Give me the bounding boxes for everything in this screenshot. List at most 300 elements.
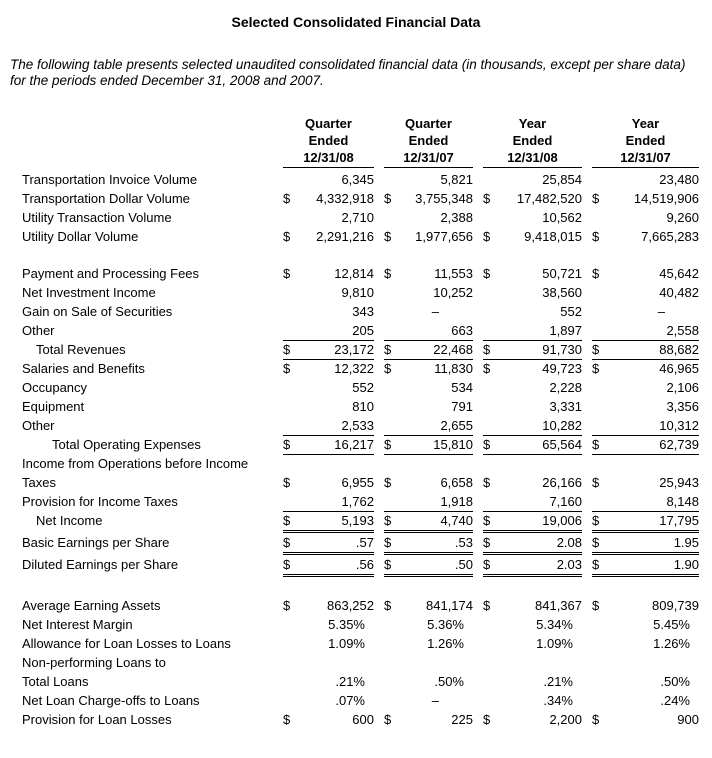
cell-value: 863,252 xyxy=(327,598,374,613)
cell-value: 1.09% xyxy=(536,636,573,651)
cell-value: 2.03 xyxy=(556,557,582,572)
value-cell xyxy=(592,264,699,283)
cell-value: 2,200 xyxy=(549,712,582,727)
value-cell xyxy=(384,710,473,729)
value-cell xyxy=(483,208,582,227)
row-label: Occupancy xyxy=(22,380,88,395)
column-header xyxy=(384,115,473,168)
dollar-sign: $ xyxy=(283,437,291,452)
cell-value: 2,228 xyxy=(549,380,582,395)
table-row xyxy=(22,653,712,691)
table-row xyxy=(22,189,712,208)
dollar-sign: $ xyxy=(483,266,491,281)
value-cell xyxy=(483,283,582,302)
cell-value: 15,810 xyxy=(433,437,473,452)
value-cell xyxy=(283,634,374,653)
column-header-line: 12/31/08 xyxy=(303,150,354,165)
row-label: Payment and Processing Fees xyxy=(22,266,200,281)
cell-value: 17,482,520 xyxy=(516,191,582,206)
value-cell xyxy=(384,691,473,710)
cell-value: 3,356 xyxy=(666,399,699,414)
row-label: Utility Transaction Volume xyxy=(22,210,172,225)
row-label: Net Investment Income xyxy=(22,285,156,300)
table-row xyxy=(22,435,712,454)
row-label: Net Interest Margin xyxy=(22,617,133,632)
row-label: Other xyxy=(22,418,55,433)
value-cell xyxy=(384,378,473,397)
value-cell xyxy=(592,170,699,189)
dollar-sign: $ xyxy=(483,535,491,550)
value-cell xyxy=(483,397,582,416)
cell-value: 2.08 xyxy=(556,535,582,550)
cell-value: 10,282 xyxy=(542,418,582,433)
cell-value: 600 xyxy=(352,712,374,727)
cell-value: 19,006 xyxy=(542,513,582,528)
column-header-line: Ended xyxy=(625,133,666,148)
document-page xyxy=(0,14,712,729)
cell-value: 45,642 xyxy=(659,266,699,281)
cell-value: 91,730 xyxy=(542,342,582,357)
table-row xyxy=(22,359,712,378)
dollar-sign: $ xyxy=(483,342,491,357)
dollar-sign: $ xyxy=(384,342,392,357)
value-cell xyxy=(592,359,699,378)
cell-value: 5.45% xyxy=(653,617,690,632)
dollar-sign: $ xyxy=(592,535,600,550)
cell-value: 10,252 xyxy=(433,285,473,300)
cell-value: 663 xyxy=(451,323,473,338)
row-label: Provision for Loan Losses xyxy=(22,712,172,727)
value-cell xyxy=(483,302,582,321)
page-title: Selected Consolidated Financial Data xyxy=(231,14,481,30)
value-cell xyxy=(483,653,582,691)
value-cell xyxy=(592,189,699,208)
table-row xyxy=(22,555,712,574)
row-label: Equipment xyxy=(22,399,85,414)
value-cell xyxy=(283,710,374,729)
column-header xyxy=(592,115,699,168)
dollar-sign: $ xyxy=(384,513,392,528)
cell-value: 2,106 xyxy=(666,380,699,395)
value-cell xyxy=(592,227,699,246)
table-row xyxy=(22,492,712,511)
cell-value: 2,533 xyxy=(341,418,374,433)
value-cell xyxy=(384,264,473,283)
column-header-line: Year xyxy=(518,116,547,131)
cell-value: .50% xyxy=(434,674,464,689)
cell-value: 49,723 xyxy=(542,361,582,376)
cell-value: – xyxy=(431,304,439,319)
dollar-sign: $ xyxy=(592,266,600,281)
dollar-sign: $ xyxy=(283,229,291,244)
value-cell xyxy=(483,340,582,360)
value-cell xyxy=(384,208,473,227)
row-label: Net Income xyxy=(36,513,103,528)
cell-value: 12,322 xyxy=(334,361,374,376)
value-cell xyxy=(384,555,473,577)
cell-value: 2,655 xyxy=(440,418,473,433)
column-header-line: Ended xyxy=(308,133,349,148)
value-cell xyxy=(283,170,374,189)
value-cell xyxy=(592,378,699,397)
cell-value: 17,795 xyxy=(659,513,699,528)
value-cell xyxy=(592,533,699,555)
cell-value: 8,148 xyxy=(666,494,699,509)
cell-value: 10,562 xyxy=(542,210,582,225)
cell-value: 6,658 xyxy=(440,475,473,490)
dollar-sign: $ xyxy=(283,191,291,206)
value-cell xyxy=(283,227,374,246)
cell-value: .53 xyxy=(454,535,473,550)
value-cell xyxy=(283,264,374,283)
value-cell xyxy=(592,454,699,492)
column-header-line: 12/31/07 xyxy=(620,150,671,165)
dollar-sign: $ xyxy=(283,513,291,528)
value-cell xyxy=(283,189,374,208)
value-cell xyxy=(283,615,374,634)
table-row xyxy=(22,302,712,321)
cell-value: .21% xyxy=(335,674,365,689)
row-label: Basic Earnings per Share xyxy=(22,535,170,550)
cell-value: .07% xyxy=(335,693,365,708)
value-cell xyxy=(592,321,699,341)
value-cell xyxy=(283,492,374,512)
cell-value: 205 xyxy=(352,323,374,338)
value-cell xyxy=(384,511,473,533)
table-row xyxy=(22,321,712,340)
cell-value: 791 xyxy=(451,399,473,414)
value-cell xyxy=(483,492,582,512)
value-cell xyxy=(384,435,473,455)
value-cell xyxy=(384,533,473,555)
cell-value: .24% xyxy=(660,693,690,708)
value-cell xyxy=(483,533,582,555)
row-label: Average Earning Assets xyxy=(22,598,161,613)
value-cell xyxy=(483,634,582,653)
cell-value: 23,172 xyxy=(334,342,374,357)
cell-value: 9,260 xyxy=(666,210,699,225)
value-cell xyxy=(283,435,374,455)
dollar-sign: $ xyxy=(592,191,600,206)
dollar-sign: $ xyxy=(384,191,392,206)
row-label: Total Operating Expenses xyxy=(52,437,201,452)
header-spacer xyxy=(22,115,273,168)
cell-value: 2,291,216 xyxy=(316,229,374,244)
cell-value: 1,918 xyxy=(440,494,473,509)
value-cell xyxy=(283,340,374,360)
table-row xyxy=(22,511,712,530)
table-row xyxy=(22,378,712,397)
column-header xyxy=(283,115,374,168)
value-cell xyxy=(283,359,374,378)
cell-value: 10,312 xyxy=(659,418,699,433)
table-row xyxy=(22,596,712,615)
cell-value: 50,721 xyxy=(542,266,582,281)
cell-value: .50% xyxy=(660,674,690,689)
dollar-sign: $ xyxy=(384,712,392,727)
dollar-sign: $ xyxy=(483,712,491,727)
row-label-line: Total Loans xyxy=(22,674,89,689)
dollar-sign: $ xyxy=(592,342,600,357)
dollar-sign: $ xyxy=(384,361,392,376)
column-header-line: 12/31/08 xyxy=(507,150,558,165)
value-cell xyxy=(483,378,582,397)
table-row xyxy=(22,227,712,246)
column-header-line: Quarter xyxy=(405,116,452,131)
value-cell xyxy=(483,511,582,533)
value-cell xyxy=(592,283,699,302)
value-cell xyxy=(483,710,582,729)
column-header-line: Quarter xyxy=(305,116,352,131)
value-cell xyxy=(283,321,374,341)
cell-value: 5,821 xyxy=(440,172,473,187)
value-cell xyxy=(592,208,699,227)
column-header-line: Ended xyxy=(512,133,553,148)
value-cell xyxy=(384,170,473,189)
dollar-sign: $ xyxy=(384,437,392,452)
dollar-sign: $ xyxy=(483,598,491,613)
value-cell xyxy=(384,340,473,360)
dollar-sign: $ xyxy=(483,513,491,528)
row-label xyxy=(22,454,273,492)
dollar-sign: $ xyxy=(592,712,600,727)
dollar-sign: $ xyxy=(592,475,600,490)
value-cell xyxy=(592,555,699,577)
value-cell xyxy=(592,653,699,691)
cell-value: 534 xyxy=(451,380,473,395)
value-cell xyxy=(592,416,699,436)
cell-value: 26,166 xyxy=(542,475,582,490)
value-cell xyxy=(283,397,374,416)
dollar-sign: $ xyxy=(283,712,291,727)
table-header-row xyxy=(22,115,712,168)
cell-value: 900 xyxy=(677,712,699,727)
dollar-sign: $ xyxy=(384,598,392,613)
cell-value: 1.90 xyxy=(673,557,699,572)
value-cell xyxy=(384,615,473,634)
dollar-sign: $ xyxy=(592,513,600,528)
value-cell xyxy=(283,454,374,492)
cell-value: 841,174 xyxy=(426,598,473,613)
cell-value: 2,710 xyxy=(341,210,374,225)
cell-value: 552 xyxy=(352,380,374,395)
cell-value: – xyxy=(657,304,665,319)
cell-value: 552 xyxy=(560,304,582,319)
value-cell xyxy=(592,710,699,729)
value-cell xyxy=(592,435,699,455)
value-cell xyxy=(592,511,699,533)
row-label: Other xyxy=(22,323,55,338)
cell-value: – xyxy=(431,693,439,708)
row-label: Provision for Income Taxes xyxy=(22,494,178,509)
cell-value: 22,468 xyxy=(433,342,473,357)
cell-value: 1.26% xyxy=(427,636,464,651)
dollar-sign: $ xyxy=(483,475,491,490)
table-row xyxy=(22,340,712,359)
value-cell xyxy=(384,283,473,302)
value-cell xyxy=(384,596,473,615)
dollar-sign: $ xyxy=(283,557,291,572)
cell-value: 25,854 xyxy=(542,172,582,187)
cell-value: 4,332,918 xyxy=(316,191,374,206)
cell-value: 6,955 xyxy=(341,475,374,490)
dollar-sign: $ xyxy=(283,598,291,613)
dollar-sign: $ xyxy=(384,229,392,244)
value-cell xyxy=(592,615,699,634)
cell-value: 1,762 xyxy=(341,494,374,509)
cell-value: 225 xyxy=(451,712,473,727)
row-label: Salaries and Benefits xyxy=(22,361,145,376)
value-cell xyxy=(384,454,473,492)
value-cell xyxy=(283,283,374,302)
value-cell xyxy=(483,227,582,246)
value-cell xyxy=(384,653,473,691)
cell-value: 12,814 xyxy=(334,266,374,281)
value-cell xyxy=(592,340,699,360)
row-label: Transportation Invoice Volume xyxy=(22,172,198,187)
value-cell xyxy=(483,416,582,436)
cell-value: 16,217 xyxy=(334,437,374,452)
cell-value: 38,560 xyxy=(542,285,582,300)
cell-value: 88,682 xyxy=(659,342,699,357)
value-cell xyxy=(483,359,582,378)
cell-value: 11,830 xyxy=(434,361,473,376)
dollar-sign: $ xyxy=(592,361,600,376)
table-row xyxy=(22,283,712,302)
row-label-line: Taxes xyxy=(22,475,56,490)
value-cell xyxy=(483,691,582,710)
value-cell xyxy=(483,321,582,341)
cell-value: 9,810 xyxy=(341,285,374,300)
value-cell xyxy=(592,302,699,321)
value-cell xyxy=(483,435,582,455)
value-cell xyxy=(384,492,473,512)
row-label: Gain on Sale of Securities xyxy=(22,304,173,319)
value-cell xyxy=(592,397,699,416)
cell-value: 5,193 xyxy=(341,513,374,528)
cell-value: 6,345 xyxy=(341,172,374,187)
table-row xyxy=(22,264,712,283)
dollar-sign: $ xyxy=(283,475,291,490)
row-label xyxy=(22,653,273,691)
cell-value: 3,755,348 xyxy=(415,191,473,206)
value-cell xyxy=(384,416,473,436)
value-cell xyxy=(283,691,374,710)
row-label: Net Loan Charge-offs to Loans xyxy=(22,693,200,708)
row-label: Diluted Earnings per Share xyxy=(22,557,179,572)
dollar-sign: $ xyxy=(592,598,600,613)
cell-value: 3,331 xyxy=(549,399,582,414)
dollar-sign: $ xyxy=(483,557,491,572)
value-cell xyxy=(283,653,374,691)
row-label: Utility Dollar Volume xyxy=(22,229,139,244)
cell-value: 1,977,656 xyxy=(415,229,473,244)
cell-value: 2,558 xyxy=(666,323,699,338)
value-cell xyxy=(483,189,582,208)
dollar-sign: $ xyxy=(283,266,291,281)
cell-value: .57 xyxy=(355,535,374,550)
column-header-line: Year xyxy=(631,116,660,131)
value-cell xyxy=(483,264,582,283)
cell-value: 25,943 xyxy=(659,475,699,490)
value-cell xyxy=(483,615,582,634)
cell-value: 40,482 xyxy=(659,285,699,300)
value-cell xyxy=(483,596,582,615)
column-header-line: 12/31/07 xyxy=(403,150,454,165)
cell-value: 7,665,283 xyxy=(641,229,699,244)
cell-value: 9,418,015 xyxy=(524,229,582,244)
dollar-sign: $ xyxy=(483,437,491,452)
cell-value: 65,564 xyxy=(542,437,582,452)
value-cell xyxy=(283,511,374,533)
cell-value: 5.34% xyxy=(536,617,573,632)
cell-value: 2,388 xyxy=(440,210,473,225)
cell-value: 809,739 xyxy=(652,598,699,613)
cell-value: .34% xyxy=(543,693,573,708)
row-label: Transportation Dollar Volume xyxy=(22,191,190,206)
row-label-line: Income from Operations before Income xyxy=(22,456,249,471)
cell-value: 14,519,906 xyxy=(633,191,699,206)
value-cell xyxy=(283,208,374,227)
value-cell xyxy=(283,533,374,555)
value-cell xyxy=(384,227,473,246)
value-cell xyxy=(592,691,699,710)
value-cell xyxy=(483,170,582,189)
table-row xyxy=(22,533,712,552)
value-cell xyxy=(384,189,473,208)
column-header xyxy=(483,115,582,168)
cell-value: 1.95 xyxy=(673,535,699,550)
table-row xyxy=(22,691,712,710)
value-cell xyxy=(283,416,374,436)
cell-value: 4,740 xyxy=(440,513,473,528)
value-cell xyxy=(384,634,473,653)
value-cell xyxy=(283,378,374,397)
cell-value: 11,553 xyxy=(434,266,473,281)
intro-paragraph: The following table presents selected unaudited consolidated financial data (in thousands, except per share data) for the periods ended December 31, 2008 and 2007. xyxy=(10,57,686,88)
table-row xyxy=(22,710,712,729)
dollar-sign: $ xyxy=(384,266,392,281)
cell-value: 841,367 xyxy=(535,598,582,613)
value-cell xyxy=(384,397,473,416)
table-row xyxy=(22,416,712,435)
value-cell xyxy=(592,492,699,512)
cell-value: .50 xyxy=(454,557,473,572)
dollar-sign: $ xyxy=(592,557,600,572)
cell-value: 7,160 xyxy=(549,494,582,509)
cell-value: 1,897 xyxy=(549,323,582,338)
dollar-sign: $ xyxy=(283,342,291,357)
value-cell xyxy=(384,321,473,341)
table-row xyxy=(22,208,712,227)
dollar-sign: $ xyxy=(592,229,600,244)
value-cell xyxy=(384,359,473,378)
value-cell xyxy=(283,596,374,615)
cell-value: 62,739 xyxy=(659,437,699,452)
value-cell xyxy=(283,555,374,577)
cell-value: .21% xyxy=(543,674,573,689)
value-cell xyxy=(283,302,374,321)
cell-value: 5.36% xyxy=(427,617,464,632)
value-cell xyxy=(384,302,473,321)
value-cell xyxy=(483,555,582,577)
dollar-sign: $ xyxy=(483,191,491,206)
row-label: Total Revenues xyxy=(36,342,126,357)
table-row xyxy=(22,454,712,492)
cell-value: 23,480 xyxy=(659,172,699,187)
dollar-sign: $ xyxy=(384,535,392,550)
cell-value: 343 xyxy=(352,304,374,319)
